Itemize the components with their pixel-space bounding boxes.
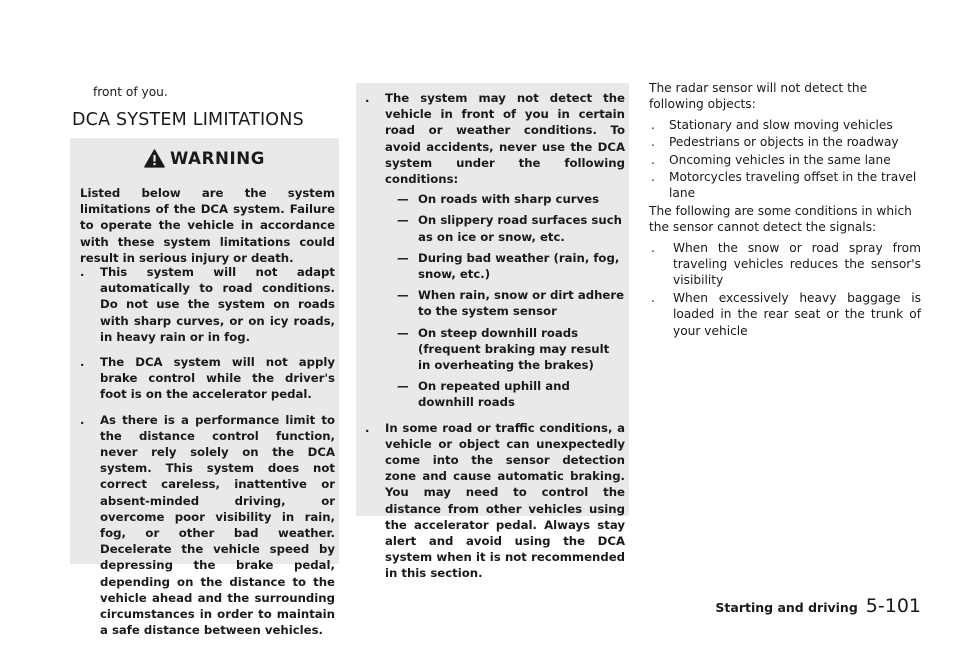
column-three xyxy=(649,80,921,340)
list-item: . Motorcycles traveling offset in the travel lane xyxy=(651,170,917,201)
warning-header xyxy=(70,148,339,174)
list-item: . Pedestrians or objects in the roadway xyxy=(651,135,899,150)
list-item: . Stationary and slow moving vehicles xyxy=(651,117,893,132)
condition-list xyxy=(385,191,625,410)
condition-item: — During bad weather (rain, fog, snow, etc.) xyxy=(397,250,620,282)
list-item: . Oncoming vehicles in the same lane xyxy=(651,152,891,167)
condition-item: — On roads with sharp curves xyxy=(397,192,600,207)
footer-section-title: Starting and driving xyxy=(715,600,858,615)
list-item: . This system will not adapt automatically to road conditions. Do not use the system on roads with sharp curves, or on icy roads, in heavy rain or in fog. xyxy=(80,265,335,344)
warning-triangle-icon xyxy=(144,149,165,168)
list-item: . The DCA system will not apply brake control while the driver's foot is on the accelerator pedal. xyxy=(80,355,335,402)
signal-conditions-list xyxy=(649,240,921,339)
page-footer xyxy=(715,595,921,615)
condition-item: — On repeated uphill and downhill roads xyxy=(397,379,570,410)
warning-box-limitations xyxy=(70,138,339,638)
list-item: . As there is a performance limit to the distance control function, never rely solely on the DCA system. This system does not correct careless, inattentive or absent-minded driving, or overcome poor visibility in rain, fog, or other bad weather. Decelerate the vehicle speed by depressing the brake pedal, depending on the distance to the vehicle ahead and the surrounding circumstances in order to maintain a safe distance between vehicles. xyxy=(80,412,335,638)
condition-item: — When rain, snow or dirt adhere to the system sensor xyxy=(397,288,625,319)
radar-intro: The radar sensor will not detect the following objects: xyxy=(649,81,868,112)
list-item: . In some road or traffic conditions, a vehicle or object can unexpectedly come into the sensor detection zone and cause automatic braking. You may need to control the distance from other vehicles using the accelerator pedal. Always stay alert and avoid using the DCA system when it is not recommended in this section. xyxy=(365,420,625,581)
warning-list xyxy=(365,90,625,591)
condition-item: — On slippery road surfaces such as on ice or snow, etc. xyxy=(397,213,622,244)
warning-list xyxy=(80,264,335,647)
warning-box-continued xyxy=(356,83,629,581)
continued-text-fragment: front of you. xyxy=(93,85,168,99)
page-number: 5-101 xyxy=(865,595,921,617)
list-item: . When the snow or road spray from traveling vehicles reduces the sensor's visibility xyxy=(651,240,921,288)
undetected-objects-list xyxy=(649,117,921,202)
warning-intro: Listed below are the system limitations of the DCA system. Failure to operate the vehicle in accordance with these system limitations could result in serious injury or death. xyxy=(80,186,335,265)
list-item: . When excessively heavy baggage is loaded in the rear seat or the trunk of your vehicle xyxy=(651,290,921,338)
signal-intro: The following are some conditions in which the sensor cannot detect the signals: xyxy=(649,203,912,235)
condition-item: — On steep downhill roads (frequent braking may result in overheating the brakes) xyxy=(397,325,610,373)
warning-title: WARNING xyxy=(170,149,265,168)
list-item: . The system may not detect the vehicle in front of you in certain road or weather conditions. To avoid accidents, never use the DCA system under the following conditions: — On roads with sharp curves — On slippery road surfaces such as on ice or snow, etc. — During bad weather (rain, fog, snow, etc.) — When rain, snow or dirt adhere to the system sensor — On steep downhill roads (frequent braking may result in overheating the brakes) — On repeated uphill and downhill roads xyxy=(365,91,625,410)
section-heading: DCA SYSTEM LIMITATIONS xyxy=(72,110,304,130)
